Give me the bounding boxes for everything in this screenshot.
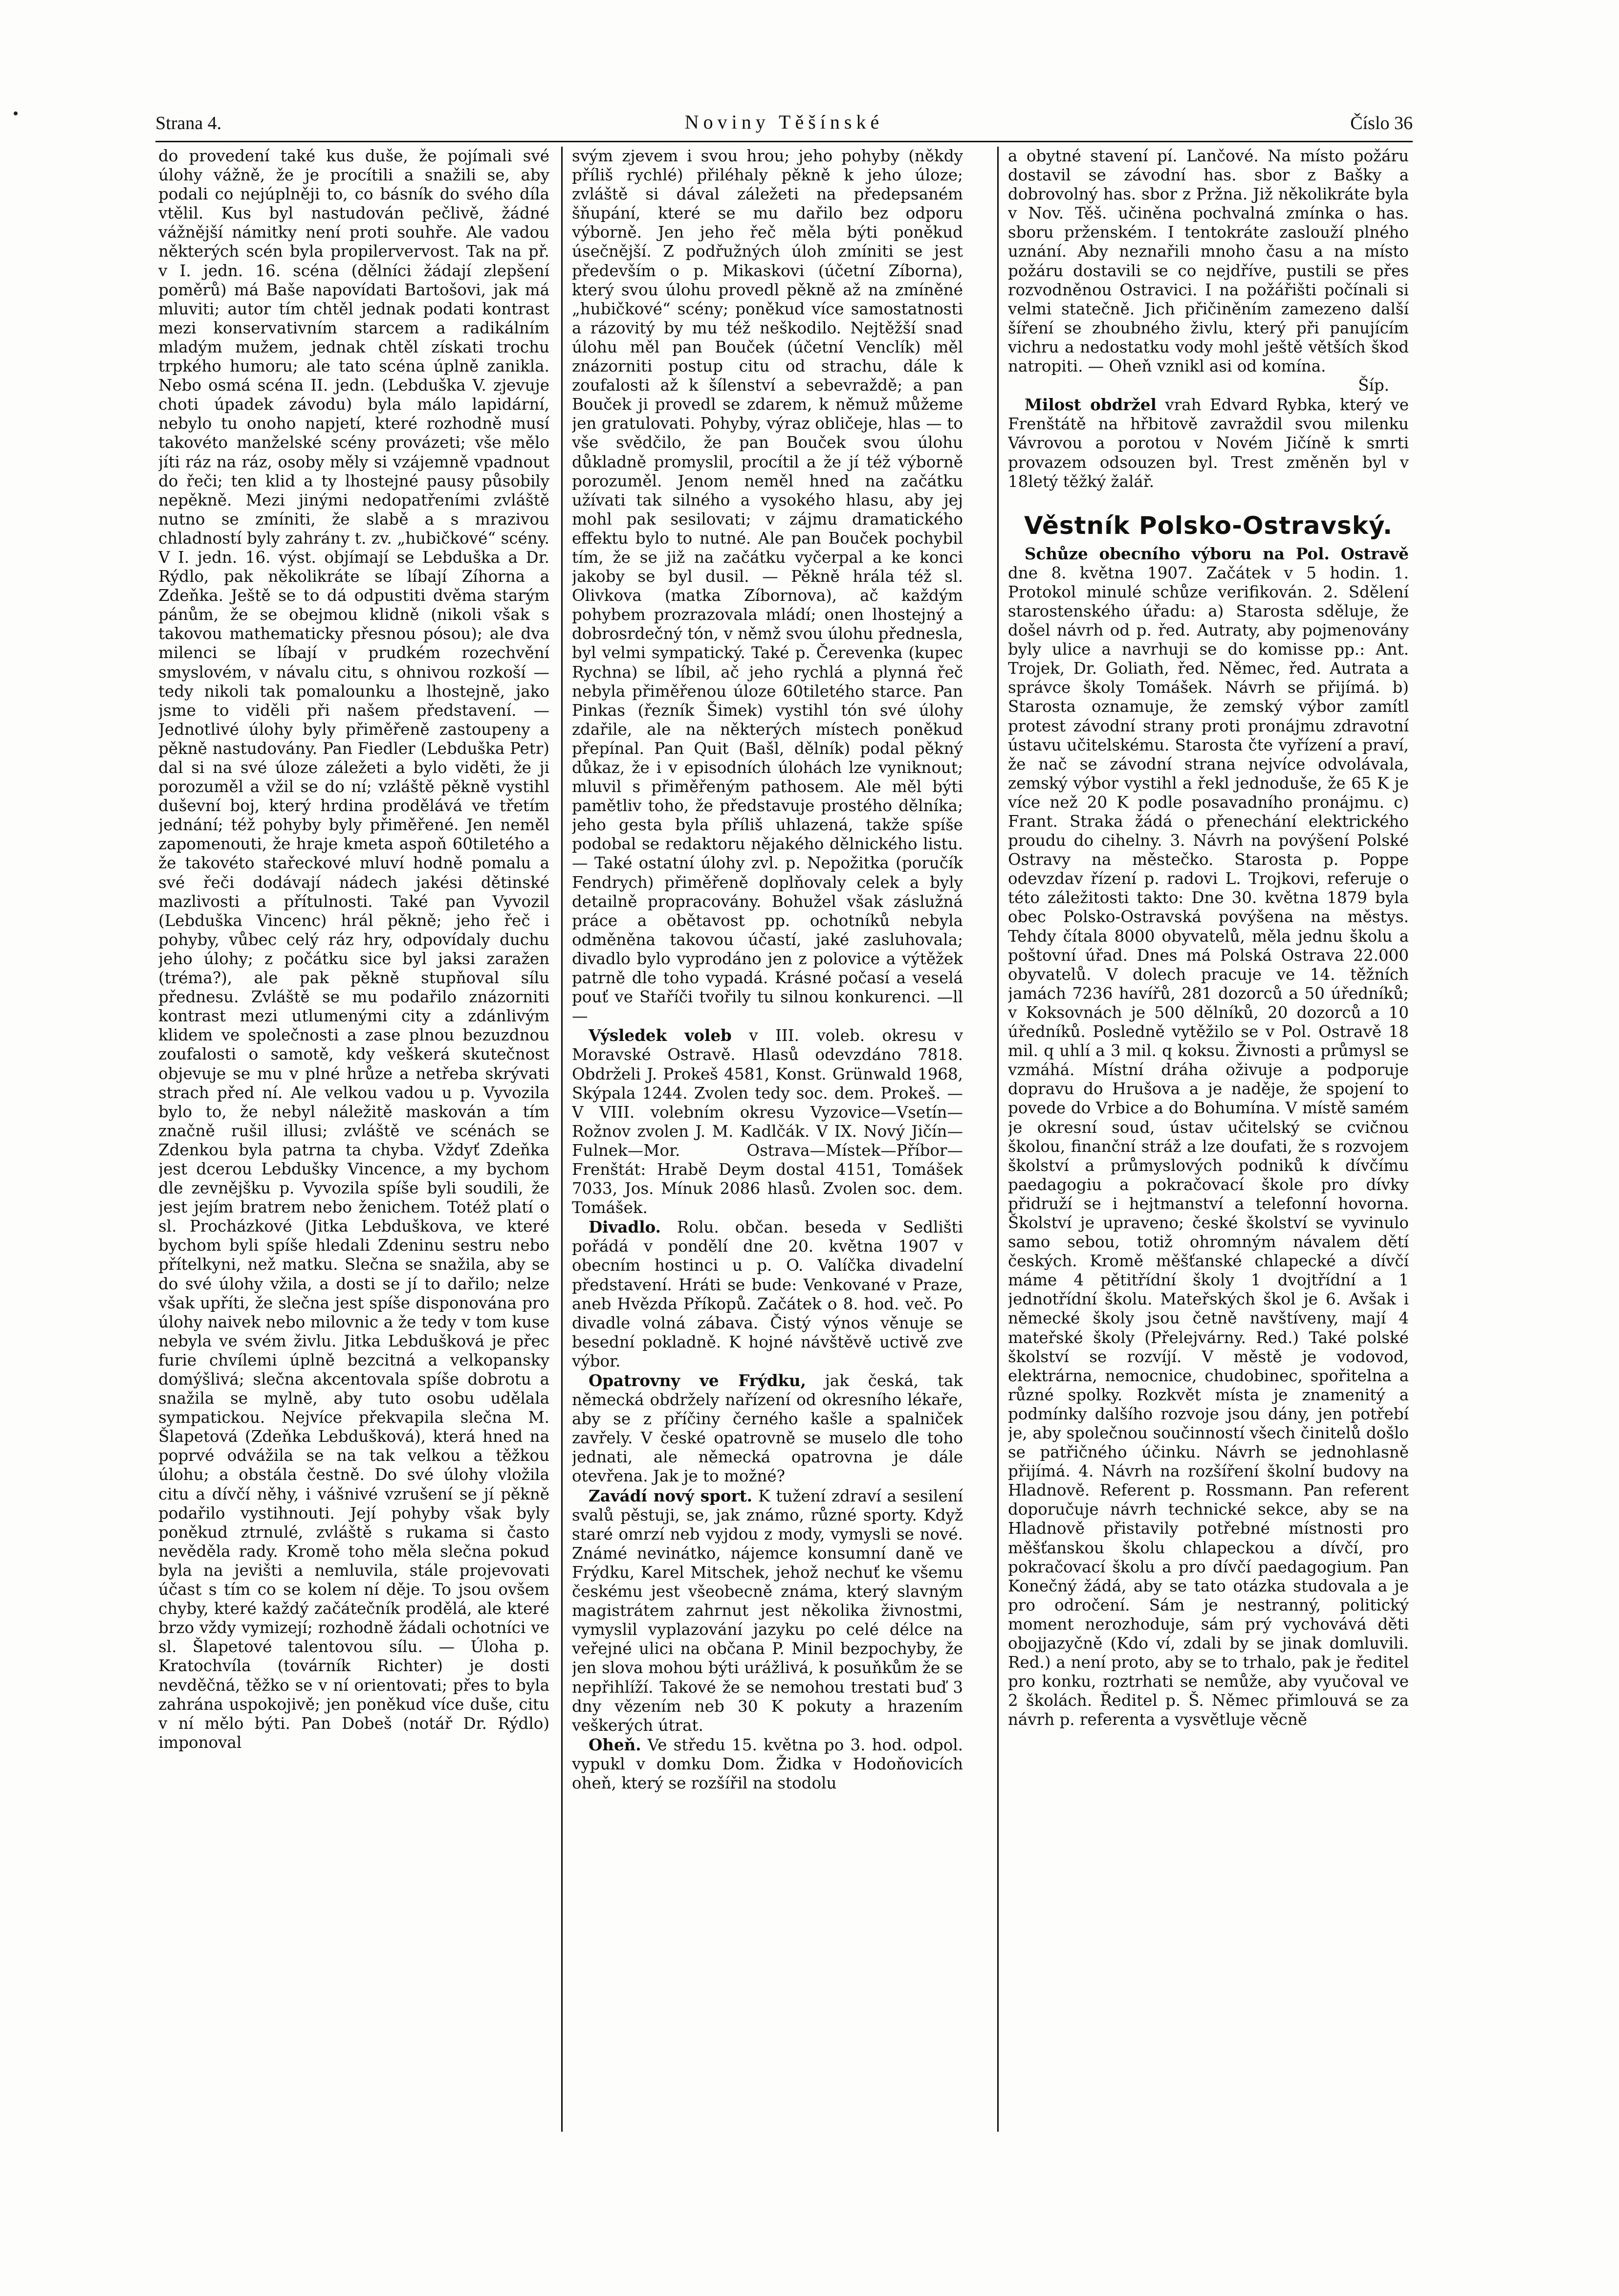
article-text: svým zjevem i svou hrou; jeho pohyby (někdy příliš rychlé) přiléhaly pěkně k jeho úloze; zvláště si dával záležeti na předepsaném šňupání, které se mu dařilo bez odporu výborně. Jen jeho řeč měla býti poněkud úsečnější. Z podřužných úloh zmíniti se jest především o p. Mikaskovi (účetní Zíborna), který svou úlohu provedl pěkně až na zmíněné „hubičkové“ scény; poněkud více samostatnosti a rázovitý by mu též neškodilo. Nejtěžší snad úlohu měl pan Bouček (účetní Venclík) měl znázorniti postup citu od strachu, dále k zoufalosti až k šílenství a sebevraždě; a pan Bouček ji provedl se zdarem, k němuž můžeme jen gratulovati. Pohyby, výraz obličeje, hlas — to vše svědčilo, že pan Bouček svou úlohu důkladně promyslil, procítil a že jí též výborně porozuměl. Jenom neměl hned na začátku užívati tak silného a vysokého hlasu, aby jej mohl pak sesilovati; v zájmu dramatického effektu bylo to nutné. Ale pan Bouček pochybil tím, že se již na začátku vyčerpal a ke konci jakoby se byl dusil. — Pěkně hrála též sl. Olivkova (matka Zíbornova), ač každým pohybem prozrazovala mládí; onen lhostejný a dobrosrdečný tón, v němž svou úlohu přednesla, byl velmi sympatický. Také p. Čerevenka (kupec Rychna) se líbil, ač jeho rychlá a plynná řeč nebyla přiměřenou úloze 60tiletého starce. Pan Pinkas (řezník Šimek) vystihl tón své úlohy zdařile, ale na některých místech poněkud přepínal. Pan Quit (Bašl, dělník) podal pěkný důkaz, že i v episodních úlohách lze vyniknout; mluvil s přiměřeným pathosem. Ale měl býti pamětliv toho, že představuje prostého dělníka; jeho gesta byla příliš uhlazená, takže spíše podobal se redaktoru nějakého dělnického listu. — Také ostatní úlohy zvl. p. Nepožitka (poručík Fendrych) přiměřeně doplňovaly celek a byly detailně propracovány. Bohužel však záslužná práce a obětavost pp. ochotníků nebyla odměněna takovou účastí, jaké zasluhovala; divadlo bylo vyprodáno jen z polovice a výtěžek patrně dle toho vypadá. Krásné počasí a veselá pouť ve Staříči tvořily tu silnou konkurenci. —ll— bbox=[572, 147, 963, 1026]
news-item-title: Zavádí nový sport. bbox=[589, 1486, 753, 1505]
news-item bbox=[572, 1486, 963, 1735]
news-item-text: Rolu. občan. beseda v Sedlišti pořádá v pondělí dne 20. května 1907 v obecním hostinci u p. O. Valíčka divadelní představení. Hráti se bude: Venkované v Praze, aneb Hvězda Příkopů. Začátek o 8. hod. več. Po divadle volná zábava. Čistý výnos věnuje se besední pokladně. K hojné návštěvě uctivě zve výbor. bbox=[572, 1218, 963, 1370]
issue-number: Číslo 36 bbox=[1350, 113, 1413, 133]
section-heading: Věstník Polsko-Ostravský. bbox=[1024, 511, 1393, 540]
news-item-text: v III. voleb. okresu v Moravské Ostravě. Hlasů odevzdáno 7818. Obdrželi J. Prokeš 4581, Konst. Grünwald 1968, Skýpala 1244. Zvolen tedy soc. dem. Prokeš. — V VIII. volebním okresu Vyzovice—Vsetín—Rožnov zvolen J. M. Kadlčák. V IX. Nový Jičín—Fulnek—Mor. Ostrava—Místek—Příbor—Frenštát: Hrabě Deym dostal 4151, Tomášek 7033, Jos. Mínuk 2086 hlasů. Zvolen soc. dem. Tomášek. bbox=[572, 1026, 963, 1217]
page-number: Strana 4. bbox=[155, 113, 222, 133]
news-item-title: Schůze obecního výboru na Pol. Ostravě bbox=[1025, 544, 1409, 563]
news-item-title: Výsledek voleb bbox=[589, 1026, 732, 1045]
author-signature: Šíp. bbox=[1358, 376, 1389, 395]
article-text: do provedení také kus duše, že pojímali své úlohy vážně, že je procítili a snažili se, aby podali co nejúplněji to, co básník do svého díla vtělil. Kus byl nastudován pečlivě, žádné vážnější námitky není proti souhře. Ale vadou některých scén byla propilervervost. Tak na př. v I. jedn. 16. scéna (dělníci žádají zlepšení poměrů) má Baše napovídati Bartošovi, jak má mluviti; autor tím chtěl jednak podati kontrast mezi konservativním starcem a radikálním mladým mužem, jednak chtěl získati trochu trpkého humoru; ale tato scéna úplně zanikla. Nebo osmá scéna II. jedn. (Lebduška V. zjevuje choti úpadek závodu) byla málo lapidární, nebylo tu onoho napjetí, které rozhodně musí takovéto manželské scény provázeti; vše mělo jíti ráz na ráz, osoby měly si vzájemně vpadnout do řeči; ten klid a ty lhostejné pausy působily nepěkně. Mezi jinými nedopatřeními zvláště nutno se zmíniti, že slabě a s mrazivou chladností byly zahrány t. zv. „hubičkové“ scény. V I. jedn. 16. výst. objímají se Lebduška a Dr. Rýdlo, pak několikráte se líbají Zíhorna a Zdeňka. Ještě se to dá odpustiti dvěma starým pánům, že se obejmou klidně (nikoli však s takovou mathematicky přesnou pósou); ale dva milenci se líbají v prudkém rozechvění smyslovém, v návalu citu, s ohnivou rozkoší — tedy nikoli tak pomalounku a lhostejně, jako jsme to viděli při našem představení. — Jednotlivé úlohy byly přiměřeně zastoupeny a pěkně nastudovány. Pan Fiedler (Lebduška Petr) dal si na své úloze záležeti a bylo viděti, že ji porozuměl a vžil se do ní; vzláště pěkně vystihl duševní boj, který hrdina prodělává ve třetím jednání; též pohyby byly přiměřené. Jen neměl zapomenouti, že hraje kmeta aspoň 60tiletého a že takovéto stařeckové mluví hodně pomalu a své řeči dodávají nádech jakési dětinské mazlivosti a přítulnosti. Také pan Vyvozil (Lebduška Vincenc) hrál pěkně; jeho řeč i pohyby, vůbec celý ráz hry, odpovídaly duchu jeho úlohy; z počátku sice byl jaksi zaražen (tréma?), ale pak pěkně stupňoval sílu přednesu. Zvláště se mu podařilo znázorniti kontrast mezi utlumenými city a zdánlivým klidem ve společnosti a zase plnou bezuzdnou zoufalosti o samotě, kdy veškerá skutečnost objevuje se mu v plné hrůze a netřeba skrývati strach před ní. Ale velkou vadou u p. Vyvozila bylo to, že nebyl náležitě maskován a tím značně rušil illusi; zvláště ve scénách se Zdenkou byla patrna ta chyba. Vždyť Zdeňka jest dcerou Lebdušky Vincence, a my bychom dle zevnějšku p. Vyvozila spíše byli soudili, že jest jejím bratrem nebo ženichem. Totéž platí o sl. Procházkové (Jitka Lebduškova, ve které bychom byli spíše hledali Zdeninu sestru nebo přítelkyni, než matku. Slečna se snažila, aby se do své úlohy vžila, a dosti se jí to dařilo; nelze však upříti, že slečna jest spíše disponována pro úlohy naivek nebo milovnic a že tedy v tom kuse nebyla ve svém živlu. Jitka Lebdušková je přec furie chvílemi úplně bezcitná a velkopansky domýšlivá; slečna akcentovala spíše dobrotu a snažila se mylně, aby tuto osobu udělala sympatickou. Nejvíce překvapila slečna M. Šlapetová (Zdeňka Lebdušková), která hned na poprvé odvážila se na tak velkou a těžkou úlohu; a obstála čestně. Do své úlohy vložila citu a dívčí něhy, i vášnivé vzrušení se jí pěkně podařilo vystihnouti. Její pohyby však byly poněkud ztrnulé, zvláště s rukama si často nevěděla rady. Kromě toho měla slečna pokud byla na jevišti a nemluvila, stále projevovati účast s tím co se kolem ní děje. To jsou ovšem chyby, které každý začátečník prodělá, ale které brzo vždy vymizejí; rozhodně žádali ochotníci ve sl. Šlapetové talentovou sílu. — Úloha p. Kratochvíla (továrník Richter) je dosti nevděčná, těžko se v ní orientovati; přes to byla zahrána uspokojivě; jen poněkud více duše, citu v ní mělo býti. Pan Dobeš (notář Dr. Rýdlo) imponoval bbox=[158, 147, 549, 1752]
column-divider bbox=[997, 147, 999, 2132]
column-divider bbox=[561, 147, 563, 2132]
column-3 bbox=[1008, 147, 1409, 2127]
news-item-text: K tužení zdraví a sesilení svalů pěstuji, se, jak známo, různé sporty. Když staré omrzí neb vyjdou z mody, vymysli se nové. Známé nevinátko, nájemce konsumní daně ve Frýdku, Karel Mitschek, jehož nechuť ke všemu českému jest všeobecně známa, který slavným magistrátem zahrnut jest několika živnostmi, vymyslil vyplazování jazyku po celé délce na veřejné ulici na občana P. Minil bezpochyby, že jen slova mohou býti urážlivá, k posuňkům že se nepřihlíží. Takové že se nemohou trestati buď 3 dny vězením neb 30 K pokuty a hrazením veškerých útrat. bbox=[572, 1486, 963, 1735]
news-item-title: Opatrovny ve Frýdku, bbox=[589, 1371, 806, 1390]
newspaper-title: Noviny Těšínské bbox=[684, 111, 884, 133]
news-item-title: Divadlo. bbox=[589, 1217, 661, 1237]
news-item-text: Ve středu 15. května po 3. hod. odpol. vypukl v domku Dom. Židka v Hodoňovicích oheň, který se rozšířil na stodolu bbox=[572, 1735, 963, 1792]
news-item-text: dne 8. května 1907. Začátek v 5 hodin. 1. Protokol minulé schůze verifikován. 2. Sdělení starostenského úřadu: a) Starosta sděluje, že došel návrh od p. řed. Autraty, aby pojmenovány byly ulice a navrhuji se do komisse pp.: Ant. Trojek, Dr. Goliath, řed. Němec, řed. Autrata a správce školy Tomášek. Návrh se přijímá. b) Starosta oznamuje, že zemský výbor zamítl protest závodní strany proti pronájmu zdravotní ústavu učitelskému. Starosta čte vyřízení a praví, že nač se závodní strana nejvíce odvolávala, zemský výbor vystihl a řekl jednoduše, že 65 K je více než 20 K podle posavadního pronájmu. c) Frant. Straka žádá o přenechání elektrického proudu do cihelny. 3. Návrh na povýšení Polské Ostravy na městečko. Starosta p. Poppe odevzdav řízení p. radovi L. Trojkovi, referuje o této záležitosti takto: Dne 30. května 1879 byla obec Polsko-Ostravská povýšena na městys. Tehdy čítala 8000 obyvatelů, měla jednu školu a poštovní úřad. Dnes má Polská Ostrava 22.000 obyvatelů. V dolech pracuje ve 14. těžních jamách 7236 havířů, 281 dozorců a 50 úředníků; v Koksovnách je 500 dělníků, 20 dozorců a 10 úředníků. Posledně vytěžilo se v Pol. Ostravě 18 mil. q uhlí a 3 mil. q koksu. Živnosti a průmysl se vzmáhá. Místní dráha oživuje a podporuje dopravu do Hrušova a je naděje, že spojení to povede do Vrbice a do Bohumína. V místě samém je okresní soud, ústav učitelský se cvičnou školou, finanční stráž a lze doufati, že s rozvojem školství a průmyslových podniků k dívčímu paedagogiu a pokračovací škole pro dívky přidruží se i hejtmanství a telefonní hovorna. Školství je upraveno; české školství se vyvinulo samo sebou, totiž ohromným návalem dětí českých. Kromě měšťanské chlapecké a dívčí máme 4 pětitřídní školy 1 dvojtřídní a 1 jednotřídní školu. Mateřských škol je 6. Avšak i německé školy jsou četně navštíveny, mají 4 mateřské školy (Přelejvárny. Red.) Také polské školství se rozvíjí. V městě je vodovod, elektrárna, nemocnice, chudobinec, spořitelna a různé spolky. Rozkvět místa je znamenitý a podmínky dalšího rozvoje jsou dány, jen potřebí je, aby společnou součinností všech činitelů došlo se patřičného účinku. Návrh se jednohlasně přijímá. 4. Návrh na rozšíření školní budovy na Hladnově. Referent p. Rossmann. Pan referent doporučuje návrh technické sekce, aby se na Hladnově přistavily potřebné místnosti pro měšťanskou školu chlapeckou a dívčí, pro pokračovací školu a pro dívčí paedagogium. Pan Konečný žádá, aby se tato otázka studovala a je pro odročení. Sám je nestranný, politický moment nerozhoduje, sám prý vychovává děti obojjazyčně (Kdo ví, zdali by se jinak domluvili. Red.) a není proto, aby se to trhalo, pak je ředitel pro konku, roztrhati se nemůže, aby vyučoval ve 2 školách. Ředitel p. Š. Němec přimlouvá se za návrh p. referenta a vysvětluje věcně bbox=[1008, 563, 1409, 1729]
news-item bbox=[572, 1026, 963, 1217]
article-text: a obytné stavení pí. Lančové. Na místo požáru dostavil se závodní has. sbor z Bašky a dobrovolný has. sbor z Pržna. Již několikráte byla v Nov. Těš. učiněna pochvalná zmínka o has. sboru prženském. I tentokráte zaslouží plného uznání. Aby neznařili mnoho času a na místo požáru dostavili se co nejdříve, pustili se přes rozvodněnou Ostravici. I na požářišti počínali si velmi statečně. Jich přičiněním zamezeno další šíření se zhoubného živlu, který při panujícím vichru a nedostatku vody mohl ještě větších škod natropiti. — Oheň vznikl asi od komína. bbox=[1008, 147, 1409, 376]
column-2 bbox=[572, 147, 963, 2127]
news-item-text: jak česká, tak německá obdržely nařízení od okresního lékaře, aby se z příčiny černého kašle a spalniček zavřely. V české opatrovně se muselo dle toho jednati, ale německá opatrovna je dále otevřena. Jak je to možné? bbox=[572, 1371, 963, 1486]
page-header bbox=[155, 109, 1413, 138]
margin-speck bbox=[14, 111, 18, 115]
news-item bbox=[1008, 544, 1409, 1730]
news-item bbox=[572, 1735, 963, 1793]
header-rule bbox=[155, 141, 1413, 142]
news-item bbox=[1008, 395, 1409, 491]
news-item-title: Milost obdržel bbox=[1025, 395, 1157, 415]
news-item-title: Oheň. bbox=[589, 1735, 641, 1754]
column-1 bbox=[158, 147, 549, 2127]
news-item bbox=[572, 1371, 963, 1486]
news-item bbox=[572, 1217, 963, 1371]
news-item-text: vrah Edvard Rybka, který ve Frenštátě na hřbitově zavraždil svou milenku Vávrovou a porotou v Novém Jičíně k smrti provazem odsouzen byl. Trest změněn byl v 18letý těžký žalář. bbox=[1008, 396, 1409, 491]
